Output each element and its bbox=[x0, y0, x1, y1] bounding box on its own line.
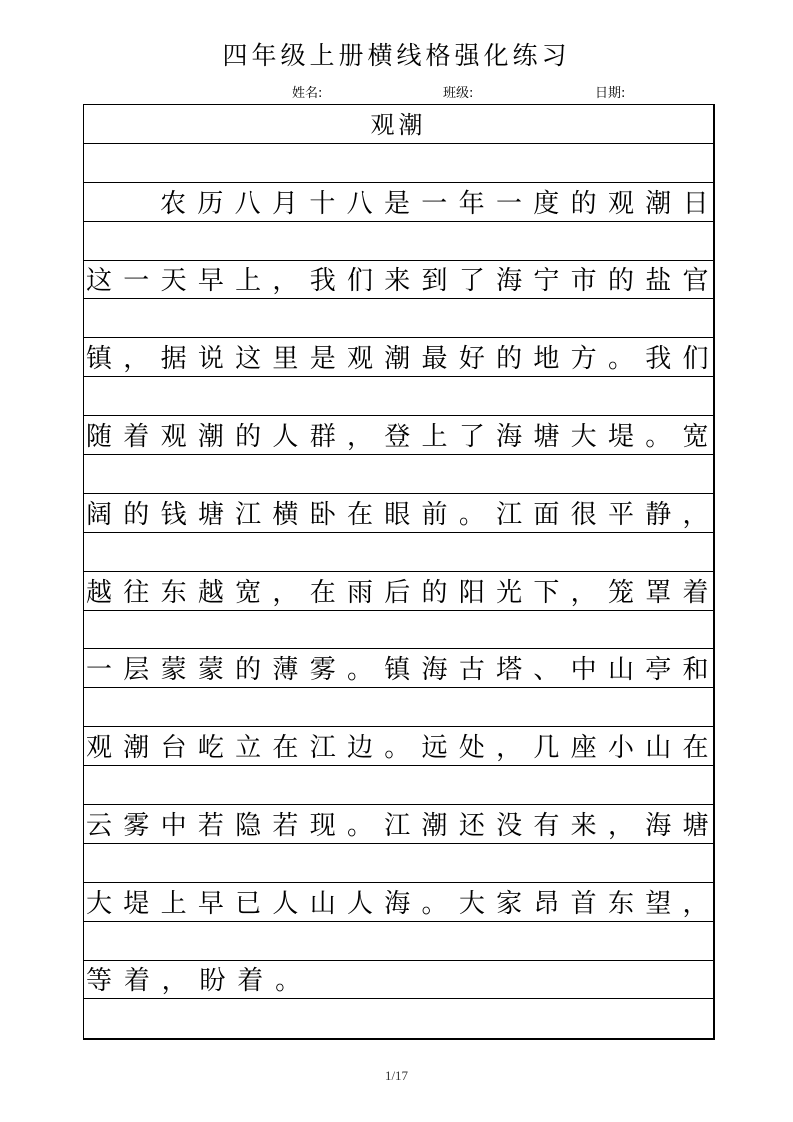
character: 我 bbox=[309, 266, 338, 297]
character: 八 bbox=[346, 188, 375, 219]
character: 早 bbox=[197, 266, 227, 297]
character: 一 bbox=[123, 266, 152, 297]
blank-line-row bbox=[84, 222, 713, 261]
text-line-row bbox=[84, 261, 713, 300]
character: 江 bbox=[496, 499, 525, 530]
character: 塔 bbox=[496, 655, 525, 686]
character: 若 bbox=[272, 810, 301, 841]
character: 有 bbox=[533, 810, 562, 841]
character: 潮 bbox=[123, 733, 152, 764]
text-line-row-text bbox=[86, 422, 711, 452]
text-line-row-text bbox=[86, 733, 711, 763]
blank-line-row bbox=[84, 766, 713, 805]
character: 古 bbox=[458, 655, 488, 686]
text-line-row-text bbox=[86, 966, 711, 996]
character: 塘 bbox=[533, 422, 562, 453]
character: 据 bbox=[160, 344, 189, 375]
character: 罩 bbox=[645, 577, 674, 608]
character: 宽 bbox=[682, 422, 711, 453]
character: 我 bbox=[645, 344, 674, 375]
character: ， bbox=[346, 422, 376, 453]
character: 来 bbox=[570, 810, 599, 841]
character: 大 bbox=[458, 888, 488, 919]
character: 的 bbox=[235, 655, 264, 686]
character: 塘 bbox=[682, 810, 711, 841]
character: 没 bbox=[496, 810, 525, 841]
character: 蒙 bbox=[197, 655, 227, 686]
character: 这 bbox=[235, 344, 264, 375]
character: ， bbox=[607, 810, 637, 841]
character: 东 bbox=[607, 888, 637, 919]
character: 山 bbox=[607, 655, 637, 686]
text-line-row-text bbox=[86, 889, 711, 919]
character: ， bbox=[682, 499, 711, 530]
character: 观 bbox=[370, 110, 399, 139]
character: 潮 bbox=[197, 422, 227, 453]
character: 和 bbox=[682, 655, 711, 686]
character: 的 bbox=[496, 344, 525, 375]
blank-line-row bbox=[84, 377, 713, 416]
character: 光 bbox=[496, 577, 525, 608]
text-line-row-text bbox=[86, 578, 711, 608]
character: 观 bbox=[607, 188, 637, 219]
character: 很 bbox=[570, 499, 599, 530]
character: 宽 bbox=[235, 577, 264, 608]
character: 塘 bbox=[197, 499, 227, 530]
character: 方 bbox=[570, 344, 599, 375]
character: 雾 bbox=[123, 810, 152, 841]
character: 。 bbox=[421, 888, 450, 919]
character: 着 bbox=[123, 422, 152, 453]
text-line-row bbox=[84, 649, 713, 688]
character: 八 bbox=[234, 188, 263, 219]
character: 观 bbox=[86, 733, 115, 764]
character: 。 bbox=[384, 733, 413, 764]
character: 潮 bbox=[384, 344, 413, 375]
character: 的 bbox=[607, 266, 637, 297]
character: 一 bbox=[495, 188, 525, 219]
character: 着 bbox=[682, 577, 711, 608]
character: 里 bbox=[272, 344, 301, 375]
character: 等 bbox=[86, 966, 115, 997]
blank-line-row bbox=[84, 533, 713, 572]
character: 海 bbox=[384, 888, 413, 919]
character: 。 bbox=[458, 499, 488, 530]
character: 着 bbox=[237, 966, 266, 997]
character: 蒙 bbox=[160, 655, 189, 686]
character: 堤 bbox=[607, 422, 637, 453]
character: 平 bbox=[607, 499, 637, 530]
character: 市 bbox=[570, 266, 599, 297]
passage-heading-row-text bbox=[86, 110, 711, 140]
character: 钱 bbox=[160, 499, 189, 530]
text-line-row bbox=[84, 338, 713, 377]
blank-line-row bbox=[84, 688, 713, 727]
character: 潮 bbox=[398, 110, 427, 139]
character: 潮 bbox=[421, 810, 450, 841]
character: 处 bbox=[458, 733, 488, 764]
character: 卧 bbox=[309, 499, 338, 530]
character: 立 bbox=[235, 733, 264, 764]
character: 面 bbox=[533, 499, 562, 530]
character: 着 bbox=[123, 966, 153, 997]
character: 边 bbox=[346, 733, 376, 764]
class-label: 班级: bbox=[443, 86, 474, 101]
text-line-row bbox=[84, 805, 713, 844]
character: 镇 bbox=[384, 655, 413, 686]
character: 层 bbox=[123, 655, 152, 686]
character: 江 bbox=[235, 499, 264, 530]
character: 雾 bbox=[309, 655, 338, 686]
character: 盐 bbox=[645, 266, 674, 297]
character: 阳 bbox=[458, 577, 488, 608]
character: 人 bbox=[346, 888, 376, 919]
character: 大 bbox=[570, 422, 599, 453]
character: 雨 bbox=[346, 577, 376, 608]
text-line-row bbox=[84, 494, 713, 533]
character: 若 bbox=[197, 810, 227, 841]
character: 前 bbox=[421, 499, 450, 530]
blank-line-row bbox=[84, 144, 713, 183]
character: 海 bbox=[645, 810, 674, 841]
blank-line-row bbox=[84, 611, 713, 650]
character: ， bbox=[496, 733, 525, 764]
character: ， bbox=[161, 966, 190, 997]
character: 月 bbox=[271, 188, 301, 219]
character: 堤 bbox=[123, 888, 152, 919]
character: 来 bbox=[384, 266, 413, 297]
character: 年 bbox=[458, 188, 487, 219]
character: 人 bbox=[272, 888, 301, 919]
character: 静 bbox=[645, 499, 674, 530]
character: 笼 bbox=[607, 577, 637, 608]
character: 在 bbox=[309, 577, 338, 608]
worksheet-title: 四年级上册横线格强化练习 bbox=[222, 41, 571, 70]
character: 首 bbox=[570, 888, 599, 919]
name-label: 姓名: bbox=[292, 86, 323, 101]
character: 云 bbox=[86, 810, 115, 841]
character: 到 bbox=[421, 266, 450, 297]
character: 现 bbox=[309, 810, 338, 841]
character: 人 bbox=[272, 422, 301, 453]
character: 隐 bbox=[235, 810, 264, 841]
character: 的 bbox=[570, 188, 599, 219]
character: 后 bbox=[384, 577, 413, 608]
character: 说 bbox=[197, 344, 227, 375]
character: 们 bbox=[682, 344, 711, 375]
character: 盼 bbox=[199, 966, 228, 997]
character: 最 bbox=[421, 344, 450, 375]
text-line-row bbox=[84, 883, 713, 922]
text-line-row-text bbox=[86, 811, 711, 841]
character: 好 bbox=[458, 344, 488, 375]
character: 海 bbox=[496, 266, 525, 297]
character: 薄 bbox=[272, 655, 301, 686]
character: 镇 bbox=[86, 344, 115, 375]
character: 潮 bbox=[645, 188, 674, 219]
character: 。 bbox=[346, 655, 376, 686]
character: 、 bbox=[533, 655, 562, 686]
character: 一 bbox=[86, 655, 115, 686]
character: 已 bbox=[235, 888, 264, 919]
character: ， bbox=[272, 266, 301, 297]
passage-heading-row bbox=[84, 105, 713, 144]
character: 在 bbox=[682, 733, 711, 764]
text-line-row-text bbox=[86, 500, 711, 530]
character: 阔 bbox=[86, 499, 115, 530]
blank-line-row bbox=[84, 999, 713, 1038]
character: ， bbox=[570, 577, 599, 608]
character: 。 bbox=[346, 810, 376, 841]
character: 。 bbox=[607, 344, 637, 375]
character: 海 bbox=[496, 422, 525, 453]
character: 中 bbox=[160, 810, 189, 841]
character: 。 bbox=[275, 966, 304, 997]
character: 十 bbox=[309, 188, 338, 219]
character: 越 bbox=[86, 577, 115, 608]
character: 早 bbox=[197, 888, 227, 919]
character: 江 bbox=[384, 810, 413, 841]
character: 上 bbox=[421, 422, 450, 453]
character: 越 bbox=[197, 577, 227, 608]
character: 下 bbox=[533, 577, 562, 608]
character: 群 bbox=[309, 422, 338, 453]
lined-writing-grid bbox=[83, 104, 715, 1040]
character: 的 bbox=[123, 499, 152, 530]
character: 在 bbox=[272, 733, 301, 764]
character: ， bbox=[682, 888, 711, 919]
blank-line-row bbox=[84, 299, 713, 338]
character: 大 bbox=[86, 888, 115, 919]
character: 家 bbox=[496, 888, 525, 919]
character: 官 bbox=[682, 266, 711, 297]
character: 们 bbox=[346, 266, 376, 297]
character: 屹 bbox=[197, 733, 227, 764]
character: 是 bbox=[309, 344, 338, 375]
character: 上 bbox=[235, 266, 264, 297]
text-line-row bbox=[84, 727, 713, 766]
character: 地 bbox=[533, 344, 562, 375]
character: 往 bbox=[123, 577, 152, 608]
character: 的 bbox=[421, 577, 450, 608]
character: 度 bbox=[533, 188, 562, 219]
character: 山 bbox=[309, 888, 338, 919]
character: 历 bbox=[197, 188, 226, 219]
character: 还 bbox=[458, 810, 488, 841]
character: 远 bbox=[421, 733, 450, 764]
character: ， bbox=[123, 344, 152, 375]
text-line-row-text bbox=[86, 266, 711, 296]
character: 了 bbox=[458, 266, 488, 297]
character: 中 bbox=[570, 655, 599, 686]
character: 宁 bbox=[533, 266, 562, 297]
character: 农 bbox=[160, 188, 189, 219]
character: 这 bbox=[86, 266, 115, 297]
character: 的 bbox=[235, 422, 264, 453]
text-line-row bbox=[84, 961, 713, 1000]
character: 观 bbox=[346, 344, 376, 375]
character: 昂 bbox=[533, 888, 562, 919]
character: 台 bbox=[160, 733, 189, 764]
character: 江 bbox=[309, 733, 338, 764]
text-line-row bbox=[84, 183, 713, 222]
character: 天 bbox=[160, 266, 189, 297]
character: 横 bbox=[272, 499, 301, 530]
text-line-row-text bbox=[86, 655, 711, 685]
text-line-row bbox=[84, 572, 713, 611]
character: 海 bbox=[421, 655, 450, 686]
page-number: 1/17 bbox=[384, 1068, 409, 1083]
character: 了 bbox=[458, 422, 488, 453]
text-line-row bbox=[84, 416, 713, 455]
character: 几 bbox=[533, 733, 562, 764]
character: 座 bbox=[570, 733, 599, 764]
character: 一 bbox=[421, 188, 450, 219]
character: 在 bbox=[346, 499, 376, 530]
character: 东 bbox=[160, 577, 189, 608]
text-line-row-text bbox=[86, 344, 711, 374]
character: 眼 bbox=[384, 499, 413, 530]
character: 。 bbox=[645, 422, 674, 453]
character: 观 bbox=[160, 422, 189, 453]
character: 上 bbox=[160, 888, 189, 919]
blank-line-row bbox=[84, 844, 713, 883]
character: 山 bbox=[645, 733, 674, 764]
text-line-row-text bbox=[86, 189, 711, 219]
character: 日 bbox=[682, 188, 711, 219]
character: 是 bbox=[383, 188, 413, 219]
blank-line-row bbox=[84, 922, 713, 961]
character: ， bbox=[272, 577, 301, 608]
character: 随 bbox=[86, 422, 115, 453]
date-label: 日期: bbox=[595, 86, 626, 101]
blank-line-row bbox=[84, 455, 713, 494]
character: 望 bbox=[645, 888, 674, 919]
character: 亭 bbox=[645, 655, 674, 686]
character: 登 bbox=[384, 422, 413, 453]
character: 小 bbox=[607, 733, 637, 764]
